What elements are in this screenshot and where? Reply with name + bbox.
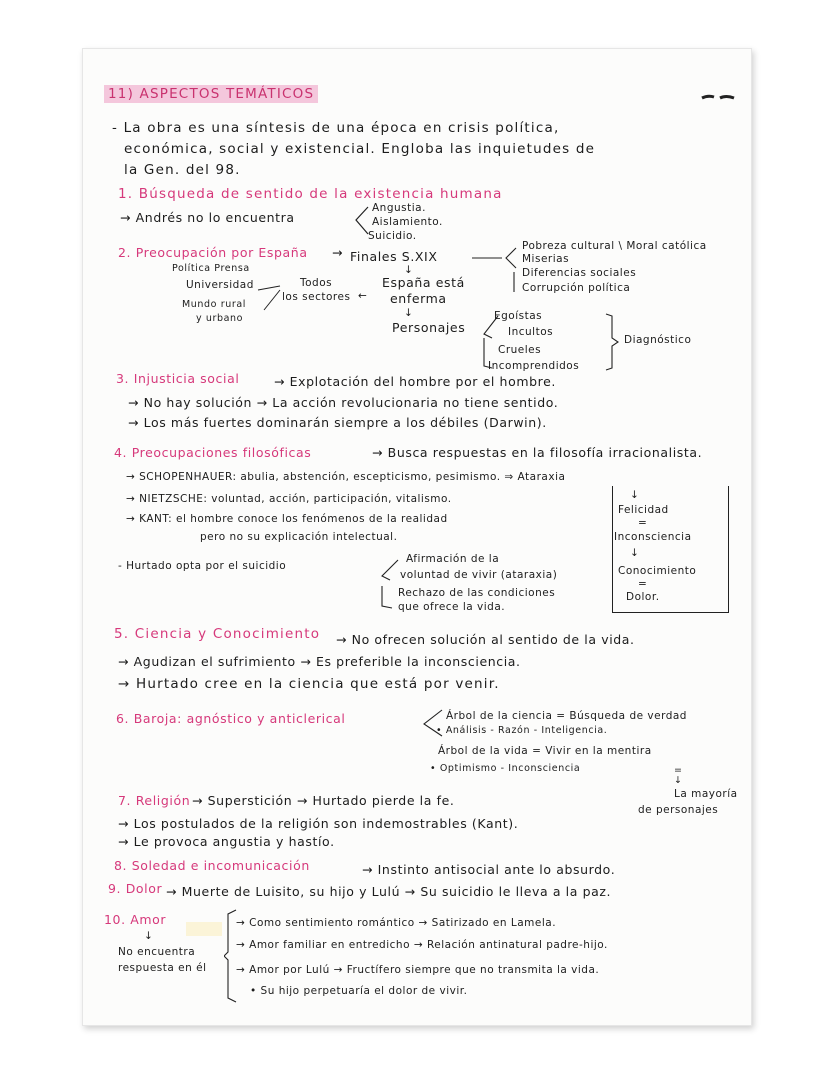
s2-down-2: ↓ — [404, 307, 414, 319]
hole-punch-marks — [700, 90, 740, 104]
s5-line-1: → Agudizan el sufrimiento → Es preferible la inconsciencia. — [118, 654, 521, 669]
s2-down-1: ↓ — [404, 264, 414, 276]
s6-item-3: Árbol de la vida = Vivir en la mentira — [438, 745, 652, 757]
s2-espana-2: enferma — [390, 291, 447, 306]
s9-heading-rest: → Muerte de Luisito, su hijo y Lulú → Su suicidio le lleva a la paz. — [166, 884, 612, 899]
s4-line-kant: → KANT: el hombre conoce los fenómenos de la realidad — [126, 513, 448, 525]
s6-item-4: • Optimismo - Inconsciencia — [430, 763, 581, 774]
s5-heading: 5. Ciencia y Conocimiento — [114, 626, 321, 642]
page-title: 11) ASPECTOS TEMÁTICOS — [104, 88, 318, 102]
box-8: Dolor. — [626, 591, 660, 603]
s3-heading: 3. Injusticia social — [116, 371, 240, 386]
s8-heading: 8. Soledad e incomunicación — [114, 858, 310, 873]
s2-arrow-1: → — [332, 245, 344, 260]
s1-item-1: Angustia. — [372, 202, 426, 214]
s2-char-1: Egoístas — [494, 310, 543, 322]
s4-hurtado-brace — [378, 556, 400, 612]
s2-left-1: Política Prensa — [172, 263, 250, 274]
s4-line-nietzsche: → NIETZSCHE: voluntad, acción, participación, vitalismo. — [126, 493, 452, 505]
s2-left-4: y urbano — [196, 313, 244, 324]
box-6: Conocimiento — [618, 565, 697, 577]
s6-item-1: Árbol de la ciencia = Búsqueda de verdad — [446, 710, 687, 722]
s5-line-2: → Hurtado cree en la ciencia que está por venir. — [118, 676, 500, 692]
box-7: = — [638, 578, 648, 590]
s6-item-2: • Análisis - Razón - Inteligencia. — [436, 725, 608, 736]
s7-heading-rest: → Superstición → Hurtado pierde la fe. — [192, 793, 455, 808]
s1-heading: 1. Búsqueda de sentido de la existencia humana — [118, 186, 503, 202]
s2-left-3: Mundo rural — [182, 299, 246, 310]
s7-line-1: → Los postulados de la religión son indemostrables (Kant). — [118, 816, 519, 831]
box-4: Inconsciencia — [614, 531, 692, 543]
s10-left-2: No encuentra — [118, 946, 196, 958]
s4-hurtado: - Hurtado opta por el suicidio — [118, 560, 287, 572]
s8-heading-rest: → Instinto antisocial ante lo absurdo. — [362, 862, 616, 877]
s2-diag-brace — [604, 312, 624, 374]
s2-char-2: Incultos — [508, 326, 554, 338]
s10-left-1: ↓ — [144, 930, 154, 942]
box-1: ↓ — [630, 489, 640, 501]
s10-left-3: respuesta en él — [118, 962, 207, 974]
intro-line-2: económica, social y existencial. Engloba las inquietudes de — [124, 141, 596, 157]
s4-heading: 4. Preocupaciones filosóficas — [114, 445, 312, 460]
s4-opt-1: Afirmación de la — [406, 553, 500, 565]
s1-line: → Andrés no lo encuentra — [120, 210, 295, 225]
s6-eq: = — [674, 765, 683, 776]
s7-heading: 7. Religión — [118, 793, 191, 808]
s6-mayoria-1: La mayoría — [674, 788, 738, 800]
s2-right-3: Diferencias sociales — [522, 267, 637, 279]
s1-item-3: Suicidio. — [368, 230, 417, 242]
s6-heading: 6. Baroja: agnóstico y anticlerical — [116, 711, 346, 726]
s2-personajes: Personajes — [392, 320, 466, 335]
s4-opt-3: Rechazo de las condiciones — [398, 587, 556, 599]
intro-line-1: - La obra es una síntesis de una época en crisis política, — [112, 120, 560, 136]
s4-heading-rest: → Busca respuestas en la filosofía irracionalista. — [372, 445, 703, 460]
s4-opt-4: que ofrece la vida. — [398, 601, 506, 613]
s2-diagnostico: Diagnóstico — [624, 334, 692, 346]
s10-line-2: → Amor familiar en entredicho → Relación antinatural padre-hijo. — [236, 939, 608, 951]
s3-heading-rest: → Explotación del hombre por el hombre. — [274, 374, 556, 389]
s4-line-kant-2: pero no su explicación intelectual. — [200, 531, 398, 543]
s4-opt-2: voluntad de vivir (ataraxia) — [400, 569, 558, 581]
s5-heading-rest: → No ofrecen solución al sentido de la vida. — [336, 632, 635, 647]
s2-right-4: Corrupción política — [522, 282, 631, 294]
s10-highlight-smudge — [186, 922, 222, 936]
s2-todos-2: los sectores — [282, 291, 351, 303]
box-5: ↓ — [630, 547, 640, 559]
box-2: Felicidad — [618, 504, 669, 516]
intro-line-3: la Gen. del 98. — [124, 162, 241, 178]
s7-line-2: → Le provoca angustia y hastío. — [118, 834, 335, 849]
s2-char-3: Crueles — [498, 344, 542, 356]
s2-right-1: Pobreza cultural \ Moral católica — [522, 240, 707, 252]
s10-line-1: → Como sentimiento romántico → Satirizado en Lamela. — [236, 917, 557, 929]
s2-espana-1: España está — [382, 275, 465, 290]
s10-heading: 10. Amor — [104, 912, 167, 927]
s6-down: ↓ — [674, 775, 683, 786]
s2-heading: 2. Preocupación por España — [118, 245, 308, 260]
s2-left-2: Universidad — [186, 279, 254, 291]
s3-line-2: → Los más fuertes dominarán siempre a los débiles (Darwin). — [128, 415, 547, 430]
box-3: = — [638, 517, 648, 529]
s6-mayoria-2: de personajes — [638, 804, 719, 816]
s2-finales: Finales S.XIX — [350, 249, 438, 264]
s10-line-3: → Amor por Lulú → Fructífero siempre que no transmita la vida. — [236, 964, 600, 976]
s2-right-brace — [470, 244, 520, 296]
s9-heading: 9. Dolor — [108, 881, 163, 896]
s2-char-4: Incomprendidos — [488, 360, 580, 372]
s3-line-1: → No hay solución → La acción revolucionaria no tiene sentido. — [128, 395, 559, 410]
s2-arrow-left: ← — [358, 290, 368, 302]
s4-line-schopenhauer: → SCHOPENHAUER: abulia, abstención, escepticismo, pesimismo. ⇒ Ataraxia — [126, 471, 566, 483]
s10-line-4: • Su hijo perpetuaría el dolor de vivir. — [250, 985, 468, 997]
s1-item-2: Aislamiento. — [372, 216, 443, 228]
s2-todos-1: Todos — [300, 277, 333, 289]
s2-right-2: Miserias — [522, 253, 570, 265]
